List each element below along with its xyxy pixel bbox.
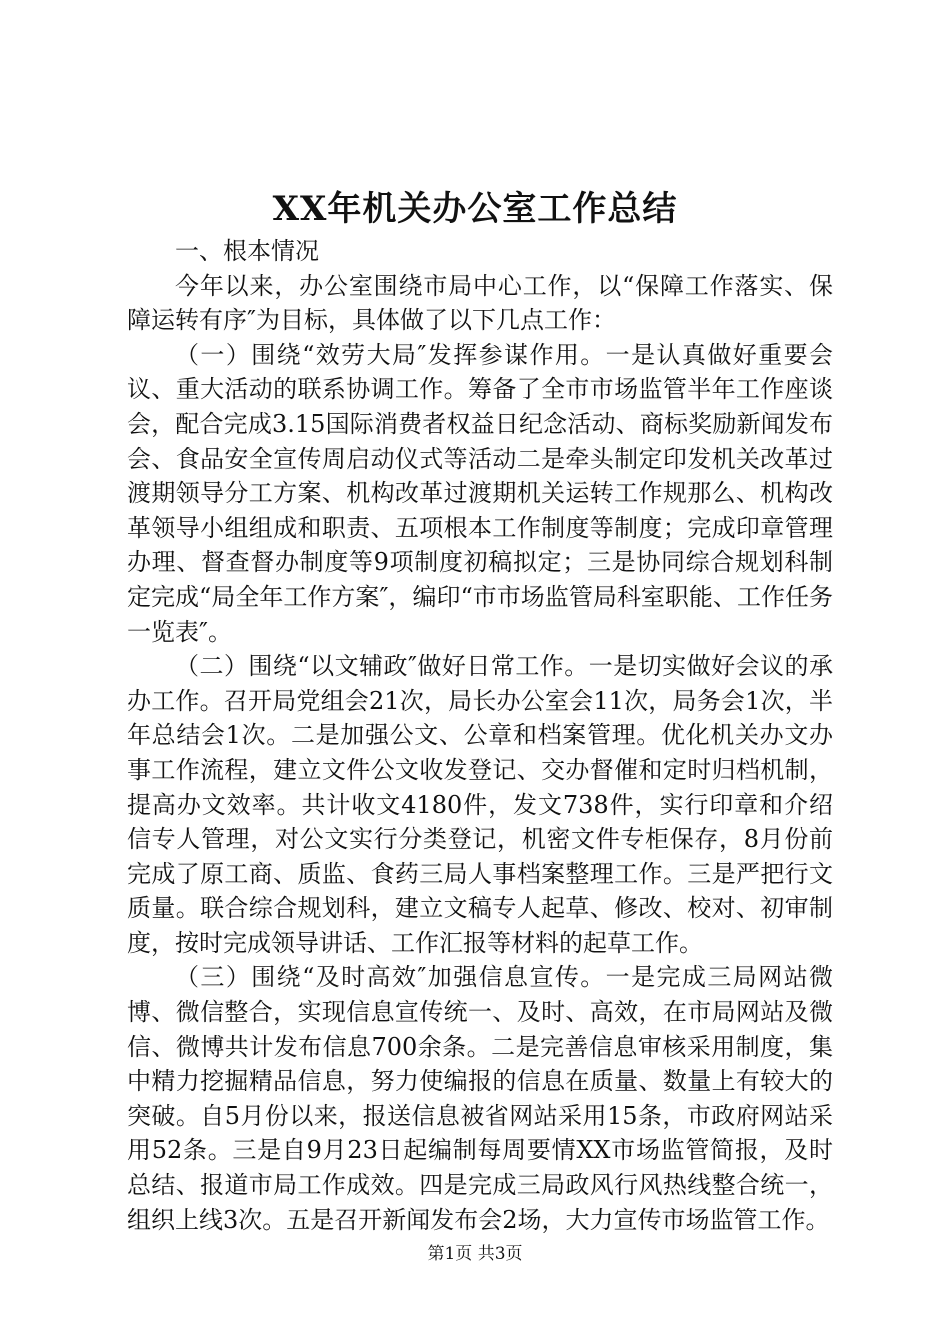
- section-heading: 一、根本情况: [175, 237, 319, 265]
- paragraph-item-2: （二）围绕“以文辅政″做好日常工作。一是切实做好会议的承办工作。召开局党组会21次，局长办公室会11次，局务会1次，半年总结会1次。二是加强公文、公章和档案管理。优化机关办文办事工作流程，建立文件公文收发登记、交办督催和定时归档机制，提高办文效率。共计收文4180件，发文738件，实行印章和介绍信专人管理，对公文实行分类登记，机密文件专柜保存，8月份前完成了原工商、质监、食药三局人事档案整理工作。三是严把行文质量。联合综合规划科，建立文稿专人起草、修改、校对、初审制度，按时完成领导讲话、工作汇报等材料的起草工作。: [127, 652, 833, 957]
- paragraph-intro: 今年以来，办公室围绕市局中心工作，以“保障工作落实、保障运转有序″为目标，具体做了以下几点工作：: [127, 271, 833, 335]
- page-number-footer: 第1页 共3页: [427, 1244, 523, 1264]
- document-title: XX年机关办公室工作总结: [272, 189, 678, 229]
- paragraph-item-3: （三）围绕“及时高效″加强信息宣传。一是完成三局网站微博、微信整合，实现信息宣传统一、及时、高效，在市局网站及微信、微博共计发布信息700余条。二是完善信息审核采用制度，集中精力挖掘精品信息，努力使编报的信息在质量、数量上有较大的突破。自5月份以来，报送信息被省网站采用15条，市政府网站采用52条。三是自9月23日起编制每周要情XX市场监管简报，及时总结、报道市局工作成效。四是完成三局政风行风热线整合统一，组织上线3次。五是召开新闻发布会2场，大力宣传市场监管工作。: [127, 963, 833, 1234]
- paragraph-item-1: （一）围绕“效劳大局″发挥参谋作用。一是认真做好重要会议、重大活动的联系协调工作。筹备了全市市场监管半年工作座谈会，配合完成3.15国际消费者权益日纪念活动、商标奖励新闻发布会、食品安全宣传周启动仪式等活动二是牵头制定印发机关改革过渡期领导分工方案、机构改革过渡期机关运转工作规那么、机构改革领导小组组成和职责、五项根本工作制度等制度；完成印章管理办理、督查督办制度等9项制度初稿拟定；三是协同综合规划科制定完成“局全年工作方案″，编印“市市场监管局科室职能、工作任务一览表″。: [127, 340, 833, 646]
- document-body: [127, 234, 833, 1237]
